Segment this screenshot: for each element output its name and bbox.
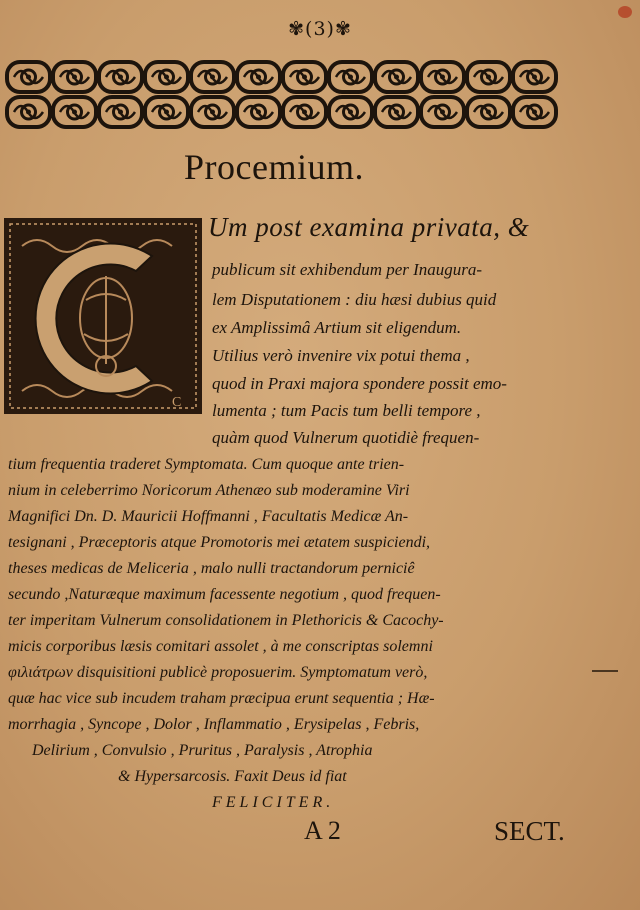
text-line: ex Amplissimâ Artium sit eligendum.	[212, 318, 462, 337]
drop-cap-letter: C	[172, 395, 182, 410]
page-number	[0, 18, 640, 40]
text-line: publicum sit exhibendum per Inaugura-	[212, 260, 483, 279]
ornament-band	[0, 58, 566, 130]
text-line: Utilius verò invenire vix potui thema ,	[212, 346, 470, 365]
ornament-scroll	[513, 62, 556, 92]
ornament-scroll	[53, 62, 96, 92]
ornament-scroll	[145, 62, 188, 92]
ornament-scroll	[53, 97, 96, 127]
text-line: lumenta ; tum Pacis tum belli tempore ,	[212, 401, 481, 420]
ornament-scroll	[7, 97, 50, 127]
text-line: quod in Praxi majora spondere possit emo-	[212, 374, 507, 393]
text-line: micis corporibus læsis comitari assolet , à me conscriptas solemni	[8, 638, 433, 655]
drop-cap	[2, 216, 204, 416]
right-fleuron-icon: ✾	[334, 18, 352, 40]
ornament-scroll	[145, 97, 188, 127]
text-line: FELICITER.	[212, 794, 335, 811]
text-line: lem Disputationem : diu hæsi dubius quid	[212, 290, 497, 309]
text-line: Magnifici Dn. D. Mauricii Hoffmanni , Facultatis Medicæ An-	[8, 508, 409, 525]
left-fleuron-icon: ✾	[288, 18, 306, 40]
ornament-scroll	[375, 97, 418, 127]
ornament-scroll	[329, 62, 372, 92]
text-line: secundo ,Naturæque maximum facessente negotium , quod frequen-	[8, 586, 441, 603]
text-line: theses medicas de Meliceria , malo nulli tractandorum perniciê	[8, 560, 415, 577]
ornament-scroll	[283, 97, 326, 127]
text-line: nium in celeberrimo Noricorum Athenæo sub moderamine Viri	[8, 482, 410, 499]
ornament-scroll	[7, 62, 50, 92]
section-title: Procemium.	[184, 147, 364, 187]
ink-stain	[618, 6, 632, 18]
text-line: tium frequentia traderet Symptomata. Cum quoque ante trien-	[8, 456, 405, 473]
text-line: Um post examina privata, &	[208, 212, 530, 242]
text-line: quæ hac vice sub incudem traham præcipua erunt sequentia ; Hæ-	[8, 690, 435, 707]
ornament-scroll	[191, 97, 234, 127]
signature-mark: A 2	[304, 816, 341, 845]
page-number-text: (3)	[305, 18, 335, 40]
margin-rule	[592, 670, 618, 672]
ornament-scroll	[99, 97, 142, 127]
ornament-scroll	[375, 62, 418, 92]
ornament-scroll	[421, 62, 464, 92]
ornament-scroll	[467, 62, 510, 92]
text-line: quàm quod Vulnerum quotidiè frequen-	[212, 428, 480, 447]
catchword: SECT.	[494, 816, 565, 846]
ornament-scroll	[283, 62, 326, 92]
text-line: Delirium , Convulsio , Pruritus , Paralysis , Atrophia	[32, 742, 373, 759]
ornament-scroll	[237, 62, 280, 92]
text-line: φιλιάτρων disquisitioni publicè proposuerim. Symptomatum verò,	[8, 664, 428, 681]
text-line: & Hypersarcosis. Faxit Deus id fiat	[118, 768, 347, 785]
ornament-scroll	[329, 97, 372, 127]
ornament-scroll	[421, 97, 464, 127]
ornament-scroll	[191, 62, 234, 92]
ornament-scroll	[99, 62, 142, 92]
text-line: ter imperitam Vulnerum consolidationem in Plethoricis & Cacochy-	[8, 612, 444, 629]
text-line: morrhagia , Syncope , Dolor , Inflammatio , Erysipelas , Febris,	[8, 716, 420, 733]
ornament-scroll	[467, 97, 510, 127]
text-line: tesignani , Præceptoris atque Promotoris mei ætatem suspiciendi,	[8, 534, 431, 551]
ornament-scroll	[513, 97, 556, 127]
ornament-scroll	[237, 97, 280, 127]
